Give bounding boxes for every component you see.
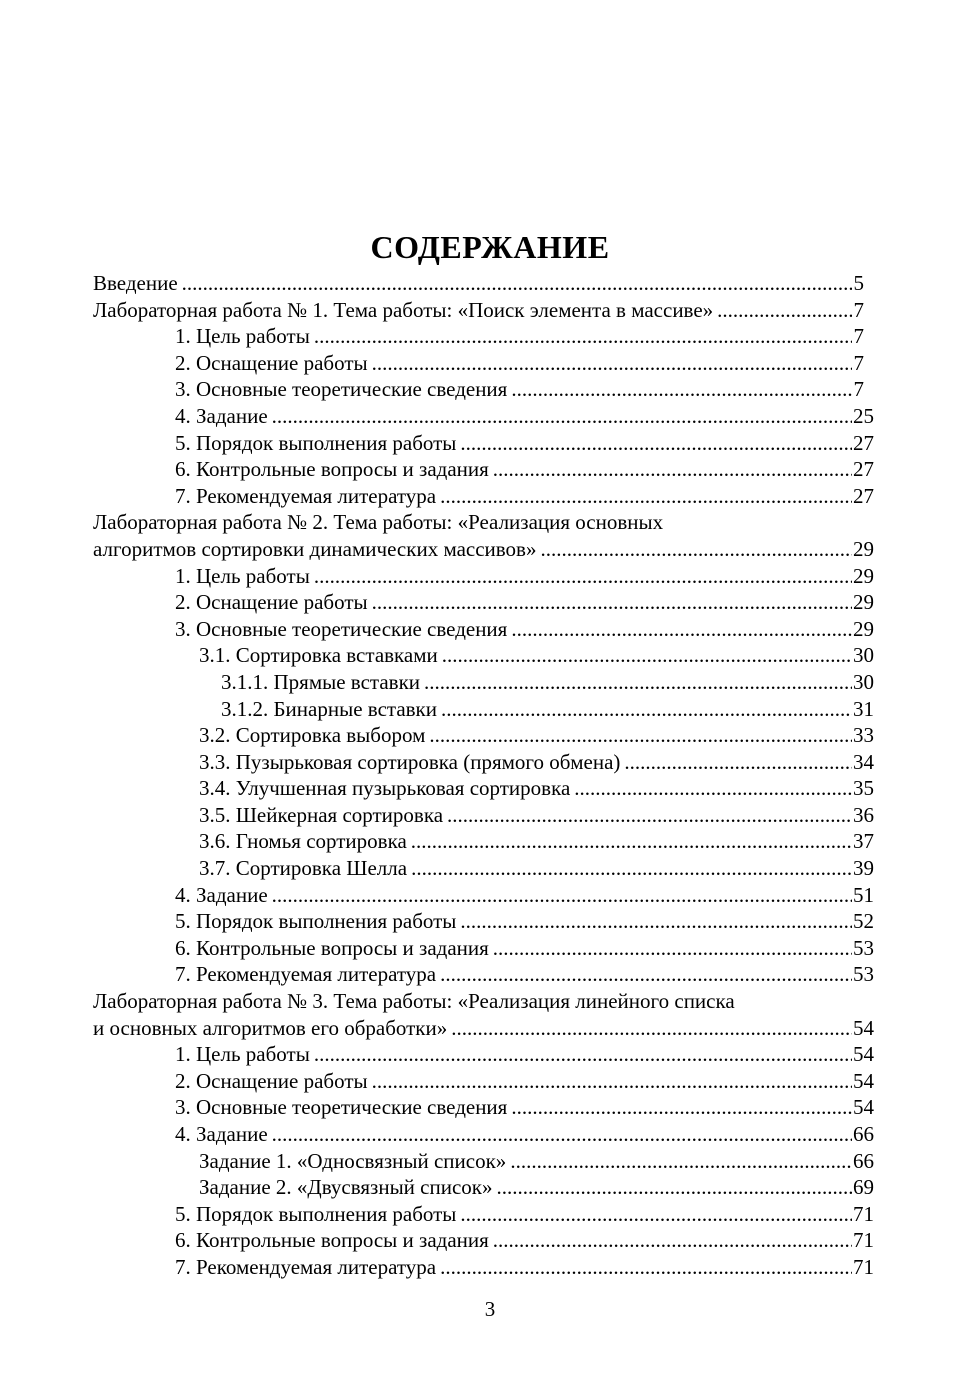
dot-leader (447, 802, 852, 829)
toc-item-title: 4. Задание (175, 882, 268, 907)
dot-leader (493, 456, 852, 483)
toc-item-title: 2. Оснащение работы (175, 350, 368, 375)
dot-leader (460, 430, 852, 457)
toc-item[interactable] (93, 483, 874, 510)
toc-item-title: 3. Основные теоретические сведения (175, 616, 508, 641)
dot-leader (314, 563, 852, 590)
toc-item-title: 6. Контрольные вопросы и задания (175, 457, 489, 482)
toc-item[interactable] (93, 908, 874, 935)
toc-item-title: 6. Контрольные вопросы и задания (175, 1228, 489, 1253)
toc-item-title: 7. Рекомендуемая литература (175, 962, 437, 987)
toc-item[interactable] (93, 350, 864, 377)
toc-item-title: 3.5. Шейкерная сортировка (199, 802, 444, 827)
dot-leader (272, 1121, 852, 1148)
toc-item-page: 71 (853, 1201, 874, 1226)
dot-leader (451, 1015, 852, 1042)
toc-item-page: 29 (853, 590, 874, 615)
dot-leader (493, 1227, 852, 1254)
toc-item-title: Задание 2. «Двусвязный список» (199, 1175, 493, 1200)
toc-item-title: 5. Порядок выполнения работы (175, 1201, 457, 1226)
toc-item-title: 4. Задание (175, 1122, 268, 1146)
toc-item[interactable] (93, 935, 874, 962)
toc-item[interactable] (93, 1174, 874, 1201)
toc-item-page: 54 (853, 1095, 874, 1120)
toc-item-title: 4. Задание (175, 403, 268, 428)
dot-leader (511, 1094, 852, 1121)
toc-item[interactable] (93, 456, 874, 483)
toc-item-page: 71 (853, 1254, 874, 1279)
toc-item-page: 27 (853, 430, 874, 455)
toc-item-title-continued: и основных алгоритмов его обработки» (93, 1015, 448, 1040)
toc-item-title: Лабораторная работа № 3. Тема работы: «Реализация линейного списка (93, 989, 735, 1014)
toc-item[interactable] (93, 749, 874, 776)
toc-item-title: Введение (93, 271, 178, 295)
page-title: СОДЕРЖАНИЕ (370, 229, 610, 266)
toc-item[interactable] (93, 961, 874, 988)
toc-item[interactable] (93, 563, 874, 590)
toc-item[interactable] (93, 1068, 874, 1095)
toc-item[interactable] (93, 722, 874, 749)
toc-item-title: Лабораторная работа № 2. Тема работы: «Реализация основных (93, 510, 664, 535)
toc-item[interactable] (93, 669, 874, 696)
toc-item-title: 1. Цель работы (175, 324, 310, 349)
toc-item-page: 69 (853, 1175, 874, 1200)
toc-item-title: Задание 1. «Односвязный список» (199, 1148, 507, 1173)
toc-item[interactable] (93, 403, 874, 430)
dot-leader (411, 855, 852, 882)
toc-item-page: 35 (853, 776, 874, 801)
toc-item-page: 7 (853, 324, 864, 349)
toc-item[interactable] (93, 270, 864, 297)
toc-item-page: 37 (853, 829, 874, 854)
toc-item-page: 29 (853, 563, 874, 588)
toc-item-page: 71 (853, 1228, 874, 1253)
toc-item-page: 51 (853, 882, 874, 907)
toc-item-page: 31 (853, 696, 874, 721)
toc-item-page: 7 (853, 297, 864, 322)
toc-item-page: 66 (853, 1122, 874, 1146)
toc-item-title: 5. Порядок выполнения работы (175, 909, 457, 934)
toc-item-page: 7 (853, 377, 864, 402)
dot-leader (497, 1174, 853, 1201)
toc-item[interactable] (93, 882, 874, 909)
toc-item-page: 39 (853, 856, 874, 881)
toc-item-page: 27 (853, 483, 874, 508)
toc-item-title: 3. Основные теоретические сведения (175, 1095, 508, 1120)
dot-leader (441, 696, 852, 723)
dot-leader (510, 1148, 852, 1175)
toc-item-page: 36 (853, 802, 874, 827)
toc-item-page: 52 (853, 909, 874, 934)
toc-item-page: 33 (853, 723, 874, 748)
dot-leader (372, 350, 852, 377)
page-number: 3 (484, 1297, 496, 1321)
dot-leader (272, 403, 852, 430)
toc-item[interactable] (93, 828, 874, 855)
toc-item[interactable] (93, 855, 874, 882)
dot-leader (511, 376, 852, 403)
dot-leader (372, 1068, 852, 1095)
toc-item-page: 29 (853, 616, 874, 641)
dot-leader (411, 828, 852, 855)
toc-item-page: 30 (853, 643, 874, 668)
toc-item[interactable] (93, 1254, 874, 1281)
toc-item-title: 3.1. Сортировка вставками (199, 643, 438, 668)
toc-item-title: 2. Оснащение работы (175, 590, 368, 615)
dot-leader (372, 589, 852, 616)
toc-item-page: 34 (853, 749, 874, 774)
toc-item[interactable] (93, 775, 874, 802)
table-of-contents (93, 270, 874, 1281)
toc-item-page: 27 (853, 457, 874, 482)
dot-leader (540, 536, 852, 563)
toc-item-title: 3.2. Сортировка выбором (199, 723, 426, 748)
toc-item-page: 54 (853, 1068, 874, 1093)
toc-item[interactable] (93, 297, 864, 324)
toc-item[interactable] (93, 1041, 874, 1068)
toc-item-title: 3.7. Сортировка Шелла (199, 856, 408, 881)
dot-leader (182, 270, 852, 297)
toc-item-page: 53 (853, 962, 874, 987)
dot-leader (574, 775, 852, 802)
toc-item[interactable] (93, 589, 874, 616)
toc-item[interactable] (93, 1148, 874, 1175)
toc-item-title: 3. Основные теоретические сведения (175, 377, 508, 402)
toc-item-title: 5. Порядок выполнения работы (175, 430, 457, 455)
toc-item-page: 7 (853, 350, 864, 375)
toc-item-title: 2. Оснащение работы (175, 1068, 368, 1093)
dot-leader (272, 882, 852, 909)
toc-item-page: 25 (853, 403, 874, 428)
toc-item-title: 3.3. Пузырьковая сортировка (прямого обмена) (199, 749, 621, 774)
dot-leader (460, 908, 852, 935)
toc-item-title: 7. Рекомендуемая литература (175, 1254, 437, 1279)
dot-leader (460, 1201, 852, 1228)
dot-leader (314, 1041, 852, 1068)
dot-leader (442, 642, 852, 669)
toc-item-title: 3.6. Гномья сортировка (199, 829, 407, 854)
toc-item-page: 29 (853, 536, 874, 561)
toc-item[interactable] (93, 1227, 874, 1254)
dot-leader (717, 297, 852, 324)
dot-leader (493, 935, 852, 962)
toc-item-title: 1. Цель работы (175, 563, 310, 588)
toc-item[interactable] (93, 1201, 874, 1228)
dot-leader (440, 1254, 852, 1281)
dot-leader (624, 749, 852, 776)
toc-item[interactable] (93, 323, 864, 350)
toc-item-title: 6. Контрольные вопросы и задания (175, 935, 489, 960)
toc-item-page: 53 (853, 935, 874, 960)
dot-leader (429, 722, 852, 749)
toc-item[interactable] (93, 1121, 874, 1148)
toc-item-page: 54 (853, 1015, 874, 1040)
toc-item-page: 30 (853, 669, 874, 694)
toc-item[interactable] (93, 376, 864, 403)
toc-item[interactable] (93, 802, 874, 829)
dot-leader (440, 483, 852, 510)
dot-leader (424, 669, 852, 696)
toc-item[interactable] (93, 430, 874, 457)
toc-item-title-continued: алгоритмов сортировки динамических массивов» (93, 536, 537, 561)
toc-item-title: 3.1.1. Прямые вставки (221, 669, 421, 694)
toc-item[interactable] (93, 509, 874, 562)
dot-leader (511, 616, 852, 643)
toc-item-title: 7. Рекомендуемая литература (175, 483, 437, 508)
toc-item-page: 5 (853, 271, 864, 295)
toc-item-title: Лабораторная работа № 1. Тема работы: «Поиск элемента в массиве» (93, 297, 714, 322)
toc-item[interactable] (93, 642, 874, 669)
toc-item[interactable] (93, 988, 874, 1041)
toc-item-title: 3.1.2. Бинарные вставки (221, 696, 437, 721)
toc-item-title: 3.4. Улучшенная пузырьковая сортировка (199, 776, 571, 801)
toc-item[interactable] (93, 1094, 874, 1121)
toc-item-page: 66 (853, 1148, 874, 1173)
toc-item[interactable] (93, 616, 874, 643)
toc-item-title: 1. Цель работы (175, 1042, 310, 1067)
dot-leader (440, 961, 852, 988)
toc-item[interactable] (93, 696, 874, 723)
dot-leader (314, 323, 852, 350)
toc-item-page: 54 (853, 1042, 874, 1067)
